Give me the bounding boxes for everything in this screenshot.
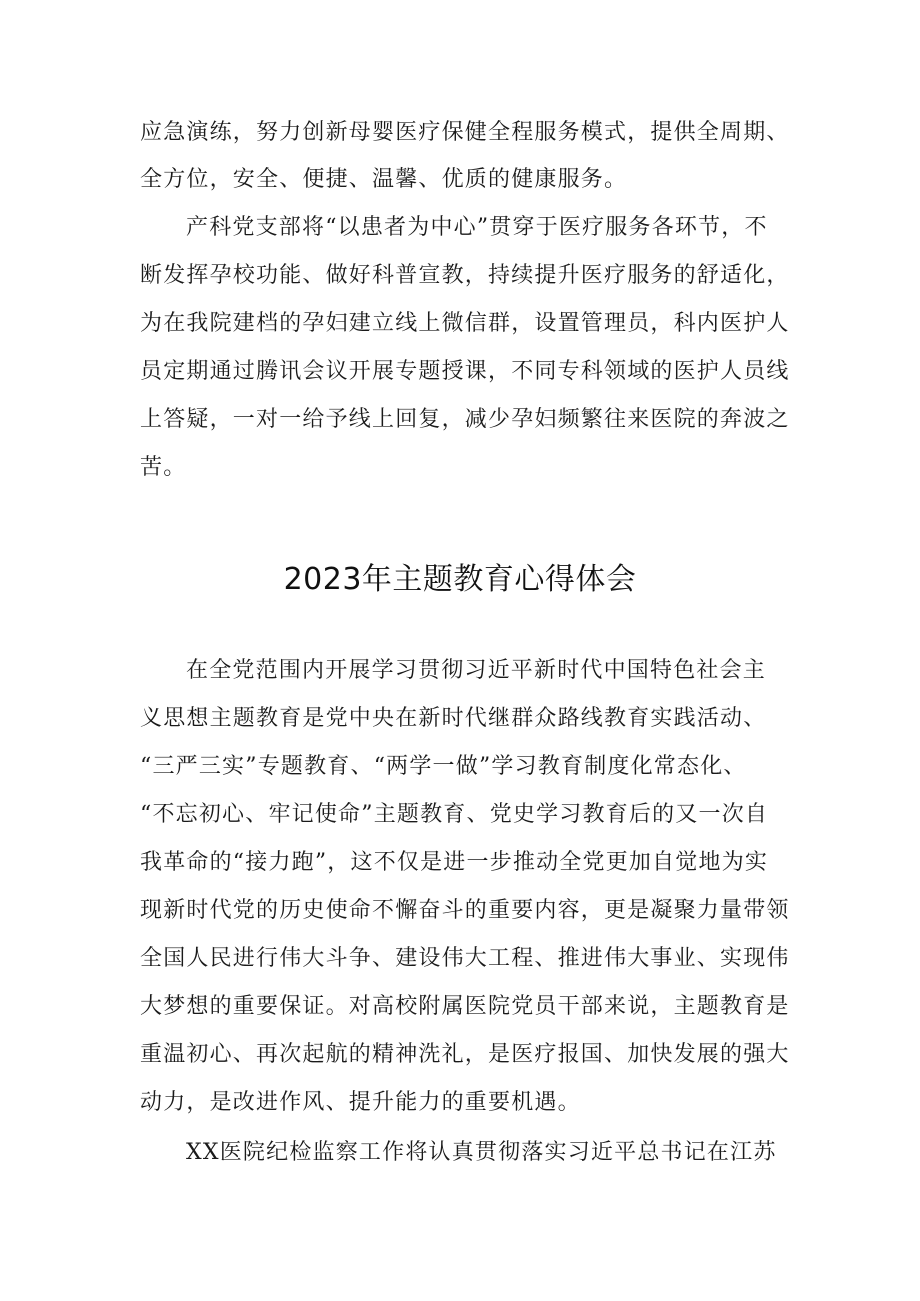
paragraph-line: “三严三实”专题教育、“两学一做”学习教育制度化常态化、 [140,754,747,779]
paragraph-line: 产科党支部将“以患者为中心”贯穿于医疗服务各环节，不 [186,215,768,240]
paragraph-line: 动力，是改进作风、提升能力的重要机遇。 [140,1090,581,1115]
paragraph-line: 为在我院建档的孕妇建立线上微信群，设置管理员，科内医护人 [140,311,790,336]
paragraph-line: 重温初心、再次起航的精神洗礼，是医疗报国、加快发展的强大 [140,1042,790,1067]
paragraph-line: 全方位，安全、便捷、温馨、优质的健康服务。 [140,167,628,192]
paragraph-line: 大梦想的重要保证。对高校附属医院党员干部来说，主题教育是 [140,994,790,1019]
paragraph-line: 我革命的“接力跑”，这不仅是进一步推动全党更加自觉地为实 [140,850,769,875]
paragraph-line: 苦。 [140,455,187,480]
paragraph-line: 应急演练，努力创新母婴医疗保健全程服务模式，提供全周期、 [140,120,790,145]
paragraph-line: 在全党范围内开展学习贯彻习近平新时代中国特色社会主 [186,658,767,683]
section-title: 2023年主题教育心得体会 [283,562,637,597]
paragraph-line: 全国人民进行伟大斗争、建设伟大工程、推进伟大事业、实现伟 [140,946,790,971]
paragraph-line: XX医院纪检监察工作将认真贯彻落实习近平总书记在江苏 [186,1140,777,1165]
paragraph-line: 现新时代党的历史使命不懈奋斗的重要内容，更是凝聚力量带领 [140,898,790,923]
paragraph-line: 员定期通过腾讯会议开展专题授课，不同专科领域的医护人员线 [140,359,790,384]
paragraph-line: “不忘初心、牢记使命”主题教育、党史学习教育后的又一次自 [140,802,769,827]
paragraph-line: 义思想主题教育是党中央在新时代继群众路线教育实践活动、 [140,706,767,731]
paragraph-line: 断发挥孕校功能、做好科普宣教，持续提升医疗服务的舒适化， [140,263,790,288]
paragraph-line: 上答疑，一对一给予线上回复，减少孕妇频繁往来医院的奔波之 [140,407,790,432]
